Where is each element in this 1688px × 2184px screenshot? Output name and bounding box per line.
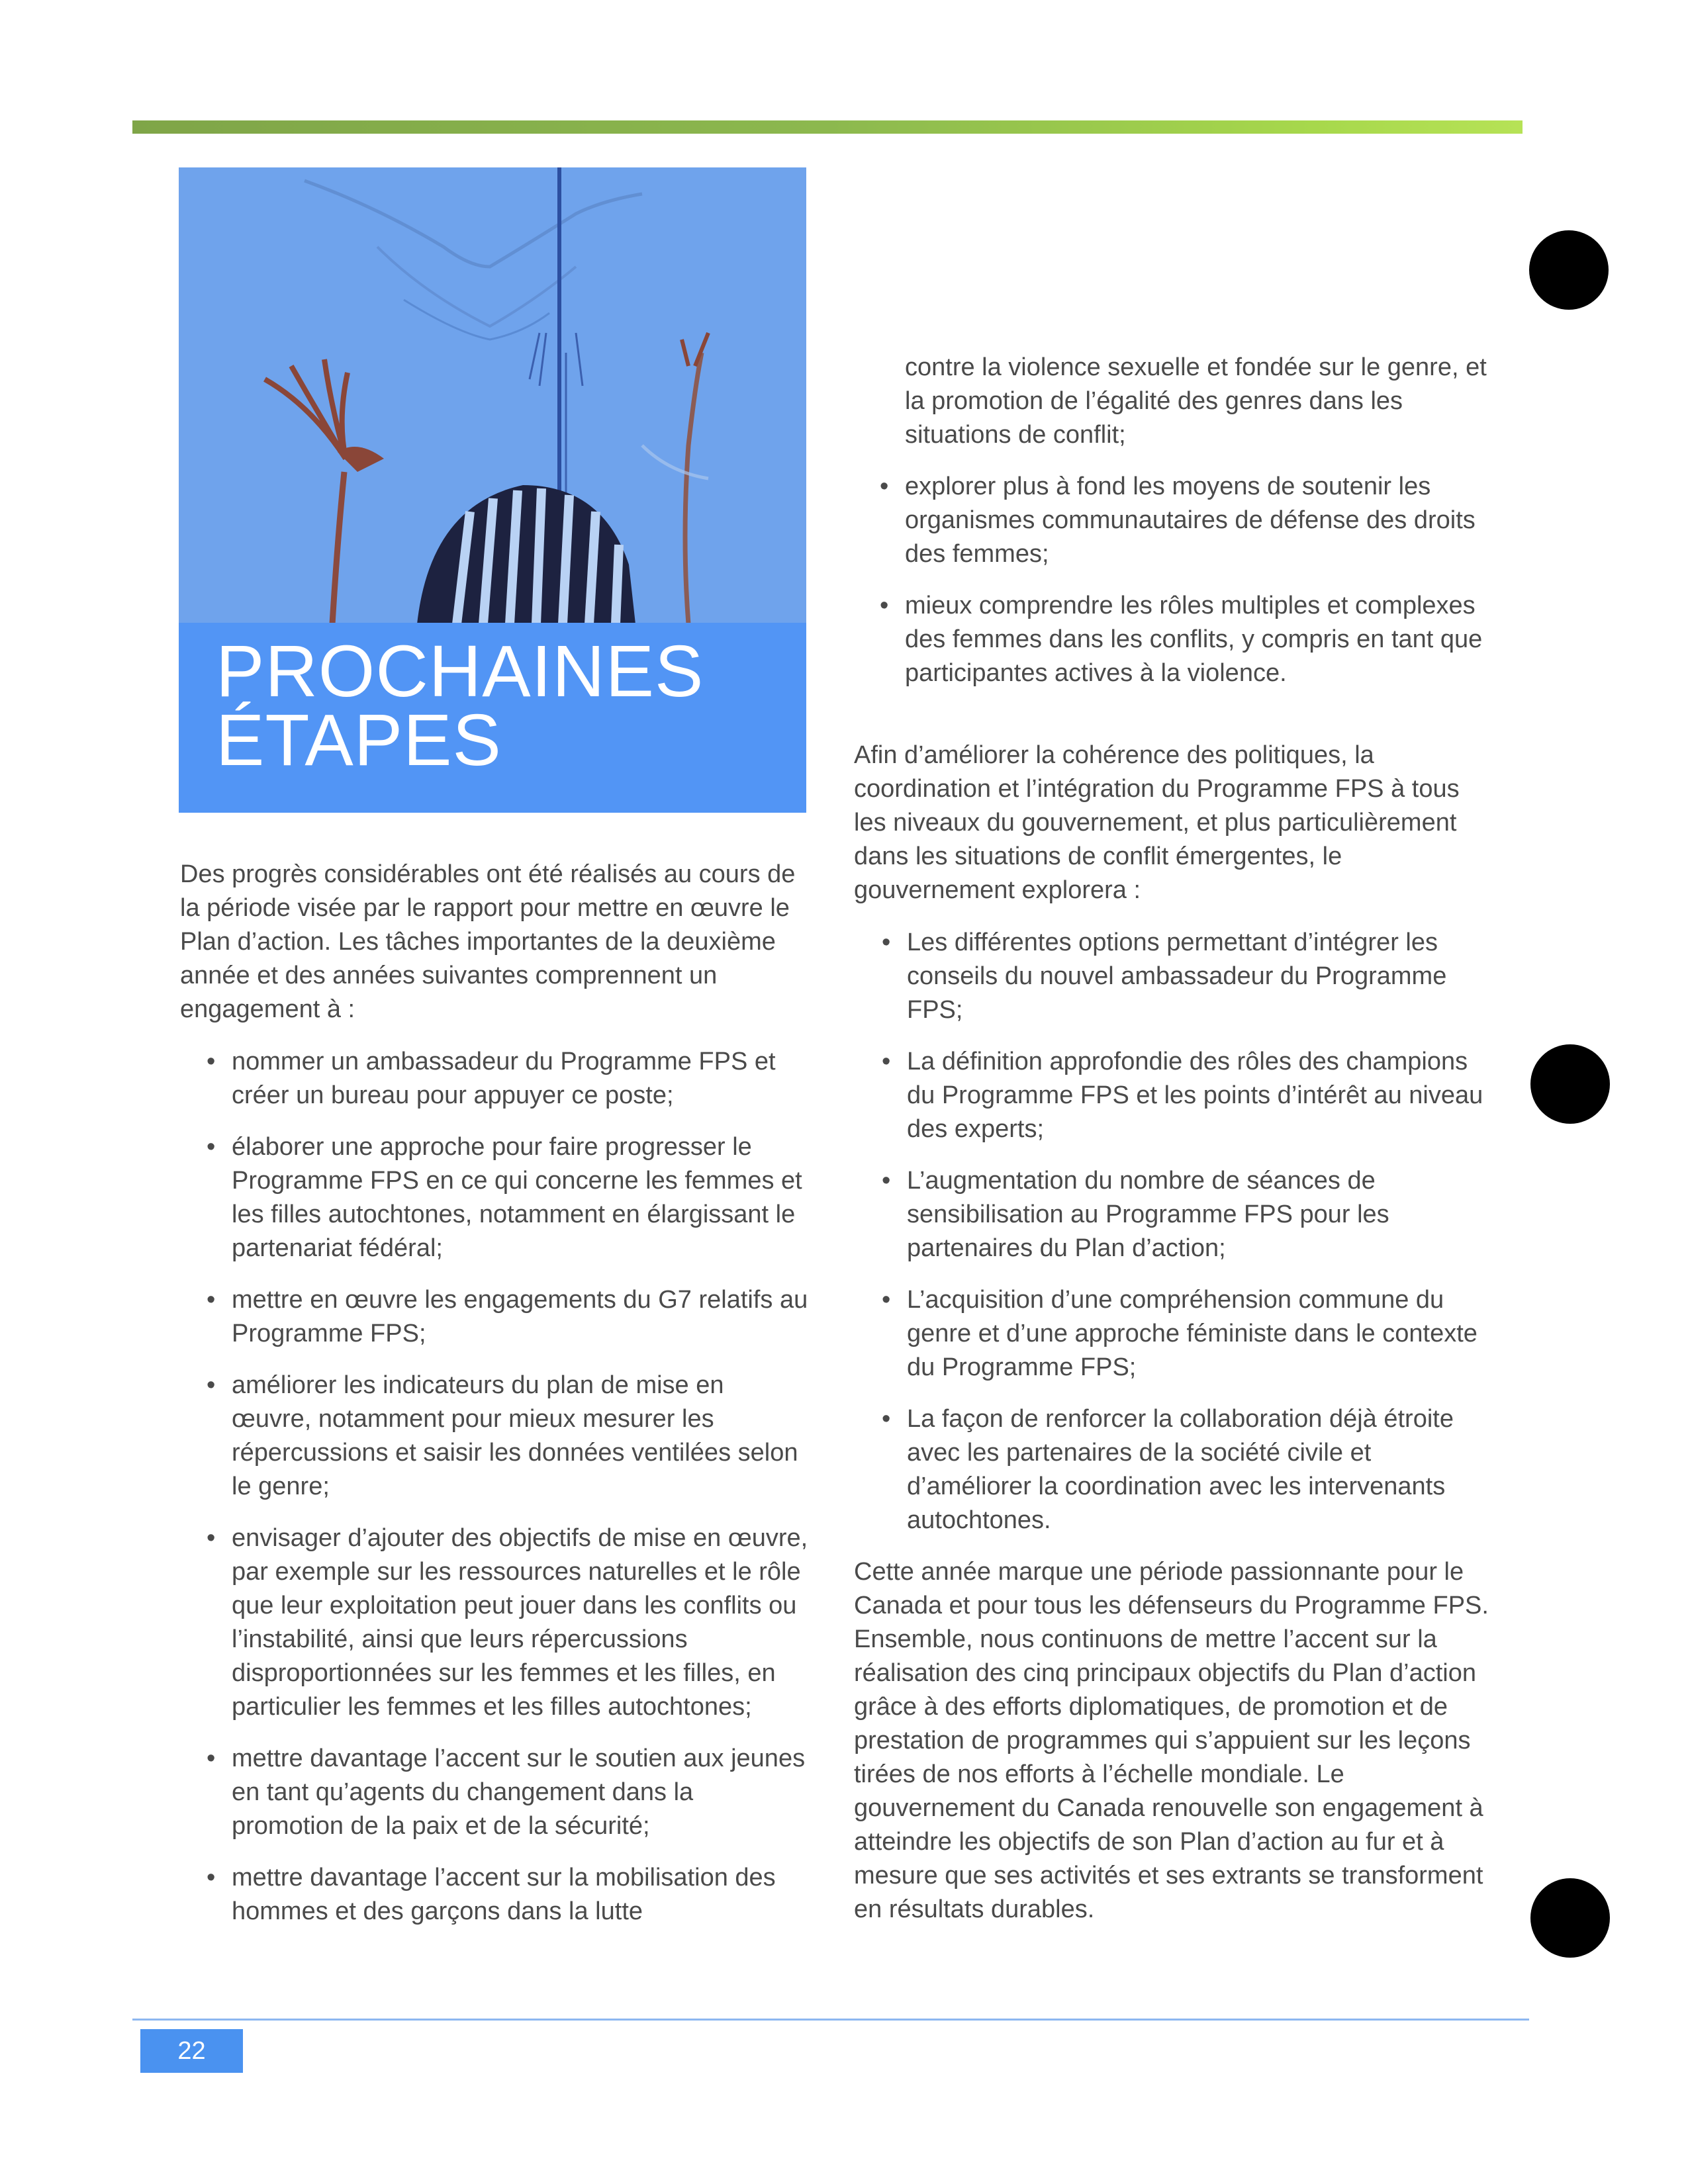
exploration-list	[878, 926, 1489, 1537]
commitments-list-continued	[876, 470, 1487, 690]
list-item: • mettre davantage l’accent sur la mobilisation des hommes et des garçons dans la lutte	[203, 1861, 809, 1929]
hero-image-panel	[179, 167, 806, 813]
list-item: • élaborer une approche pour faire progresser le Programme FPS en ce qui concerne les femmes et les filles autochtones, notamment en élargissant le partenariat fédéral;	[203, 1130, 809, 1265]
page-number: 22	[140, 2029, 243, 2073]
commitments-list	[203, 1045, 809, 1929]
intro-paragraph: Des progrès considérables ont été réalisés au cours de la période visée par le rapport pour mettre en œuvre le Plan d’action. Les tâches importantes de la deuxième année et des années suivantes comprennent un engagement à :	[180, 860, 796, 1023]
page-title	[216, 631, 704, 781]
footer-rule	[132, 2019, 1529, 2021]
list-item: • mieux comprendre les rôles multiples et complexes des femmes dans les conflits, y compris en tant que participantes actives à la violence.	[876, 589, 1487, 690]
binder-hole	[1530, 1878, 1610, 1958]
list-item: • La façon de renforcer la collaboration déjà étroite avec les partenaires de la société civile et d’améliorer la coordination avec les intervenants autochtones.	[878, 1402, 1489, 1537]
page-title-line-2: ÉTAPES	[216, 700, 502, 781]
list-item: • L’augmentation du nombre de séances de sensibilisation au Programme FPS pour les partenaires du Plan d’action;	[878, 1164, 1489, 1265]
page-title-line-1: PROCHAINES	[216, 631, 704, 712]
list-item: • mettre davantage l’accent sur le soutien aux jeunes en tant qu’agents du changement dans la promotion de la paix et de la sécurité;	[203, 1742, 809, 1843]
top-accent-rule	[132, 120, 1523, 134]
policy-paragraph: Afin d’améliorer la cohérence des politiques, la coordination et l’intégration du Programme FPS à tous les niveaux du gouvernement, et plus particulièrement dans les situations de conflit émergentes, le gouvernement explorera :	[854, 741, 1460, 904]
binder-hole	[1529, 230, 1609, 310]
list-item: • La définition approfondie des rôles des champions du Programme FPS et les points d’intérêt au niveau des experts;	[878, 1045, 1489, 1146]
list-continuation: contre la violence sexuelle et fondée sur le genre, et la promotion de l’égalité des genres dans les situations de conflit;	[905, 353, 1487, 449]
list-item: • L’acquisition d’une compréhension commune du genre et d’une approche féministe dans le contexte du Programme FPS;	[878, 1283, 1489, 1385]
list-item: • mettre en œuvre les engagements du G7 relatifs au Programme FPS;	[203, 1283, 809, 1351]
list-item: • explorer plus à fond les moyens de soutenir les organismes communautaires de défense des droits des femmes;	[876, 470, 1487, 571]
list-item: • améliorer les indicateurs du plan de mise en œuvre, notamment pour mieux mesurer les répercussions et saisir les données ventilées selon le genre;	[203, 1369, 809, 1504]
left-column	[180, 858, 809, 1946]
title-band	[179, 623, 806, 813]
abstract-painting-image	[179, 167, 806, 631]
right-column-top	[852, 351, 1487, 708]
closing-paragraph: Cette année marque une période passionnante pour le Canada et pour tous les défenseurs du Programme FPS. Ensemble, nous continuons de mettre l’accent sur la réalisation des cinq principaux objectifs du Plan d’action grâce à des efforts diplomatiques, de promotion et de prestation de programmes qui s’appuient sur les leçons tirées de nos efforts à l’échelle mondiale. Le gouvernement du Canada renouvelle son engagement à atteindre les objectifs de son Plan d’action au fur et à mesure que ses activités et ses extrants se transforment en résultats durables.	[854, 1558, 1489, 1923]
list-item: • envisager d’ajouter des objectifs de mise en œuvre, par exemple sur les ressources naturelles et le rôle que leur exploitation peut jouer dans les conflits ou l’instabilité, ainsi que leurs répercussions disproportionnées sur les femmes et les filles, en particulier les femmes et les filles autochtones;	[203, 1522, 809, 1724]
right-column-main	[854, 739, 1489, 1945]
list-item: • nommer un ambassadeur du Programme FPS et créer un bureau pour appuyer ce poste;	[203, 1045, 809, 1113]
list-item: • Les différentes options permettant d’intégrer les conseils du nouvel ambassadeur du Programme FPS;	[878, 926, 1489, 1027]
binder-hole	[1530, 1044, 1610, 1124]
